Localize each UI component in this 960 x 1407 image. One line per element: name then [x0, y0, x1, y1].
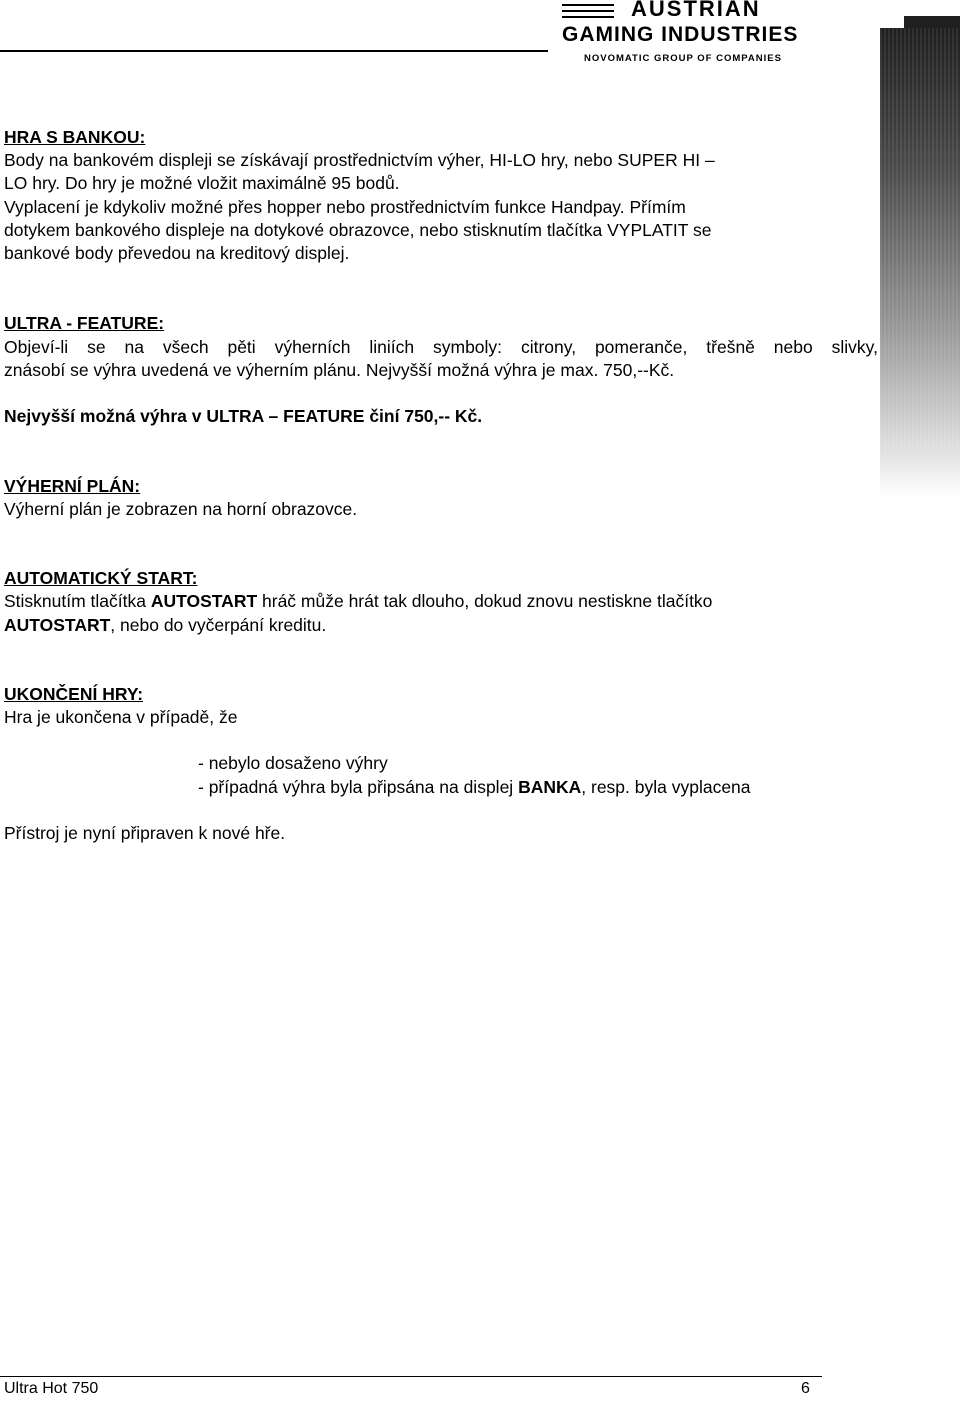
- text-line: Hra je ukončena v případě, že: [4, 707, 238, 727]
- heading-vyherni-plan: VÝHERNÍ PLÁN:: [4, 476, 141, 496]
- logo-stripe: [562, 10, 614, 12]
- heading-hra-s-bankou: HRA S BANKOU:: [4, 127, 146, 147]
- text-line: Přístroj je nyní připraven k nové hře.: [4, 823, 286, 843]
- text-fragment: - případná výhra byla připsána na displej: [198, 777, 519, 797]
- text-line: bankové body převedou na kreditový displej.: [4, 243, 350, 263]
- logo-stripe: [562, 4, 614, 6]
- autostart-keyword: AUTOSTART: [4, 615, 111, 635]
- heading-ultra-feature: ULTRA - FEATURE:: [4, 313, 165, 333]
- text-fragment: hráč může hrát tak dlouho, dokud znovu nestiskne tlačítko: [257, 591, 713, 611]
- autostart-keyword: AUTOSTART: [150, 591, 258, 611]
- heading-ukonceni-hry: UKONČENÍ HRY:: [4, 684, 144, 704]
- page-number: 6: [801, 1380, 810, 1397]
- heading-automaticky-start: AUTOMATICKÝ START:: [4, 568, 198, 588]
- header-rule: [0, 50, 548, 52]
- text-line: Body na bankovém displeji se získávají prostřednictvím výher, HI-LO hry, nebo SUPER HI –: [4, 150, 715, 170]
- logo-line-gaming-industries: GAMING INDUSTRIES: [562, 23, 799, 46]
- footer-title: Ultra Hot 750: [4, 1380, 99, 1397]
- list-item: - nebylo dosaženo výhry: [198, 753, 388, 773]
- banka-keyword: BANKA: [518, 777, 582, 797]
- text-line: Výherní plán je zobrazen na horní obrazovce.: [4, 499, 358, 519]
- max-win-statement: Nejvyšší možná výhra v ULTRA – FEATURE činí 750,-- Kč.: [4, 406, 483, 426]
- text-line: LO hry. Do hry je možné vložit maximálně 95 bodů.: [4, 173, 400, 193]
- decorative-gradient-bar: [880, 28, 960, 498]
- text-fragment: Stisknutím tlačítka: [4, 591, 151, 611]
- text-line: Objeví-li se na všech pěti výherních liniích symboly: citrony, pomeranče, třešně nebo slivky,: [4, 337, 878, 357]
- text-line: [4, 614, 326, 638]
- footer-rule: [0, 1376, 822, 1377]
- logo-line-novomatic: NOVOMATIC GROUP OF COMPANIES: [584, 53, 782, 64]
- text-line: [4, 590, 712, 614]
- logo-stripe: [562, 16, 614, 18]
- text-line: znásobí se výhra uvedená ve výherním plánu. Nejvyšší možná výhra je max. 750,--Kč.: [4, 360, 675, 380]
- text-line: dotykem bankového displeje na dotykové obrazovce, nebo stisknutím tlačítka VYPLATIT se: [4, 220, 712, 240]
- list-item: [198, 776, 751, 800]
- text-line: Vyplacení je kdykoliv možné přes hopper nebo prostřednictvím funkce Handpay. Přímím: [4, 197, 686, 217]
- text-fragment: , resp. byla vyplacena: [581, 777, 751, 797]
- logo-line-austrian: AUSTRIAN: [631, 0, 761, 21]
- text-fragment: , nebo do vyčerpání kreditu.: [110, 615, 327, 635]
